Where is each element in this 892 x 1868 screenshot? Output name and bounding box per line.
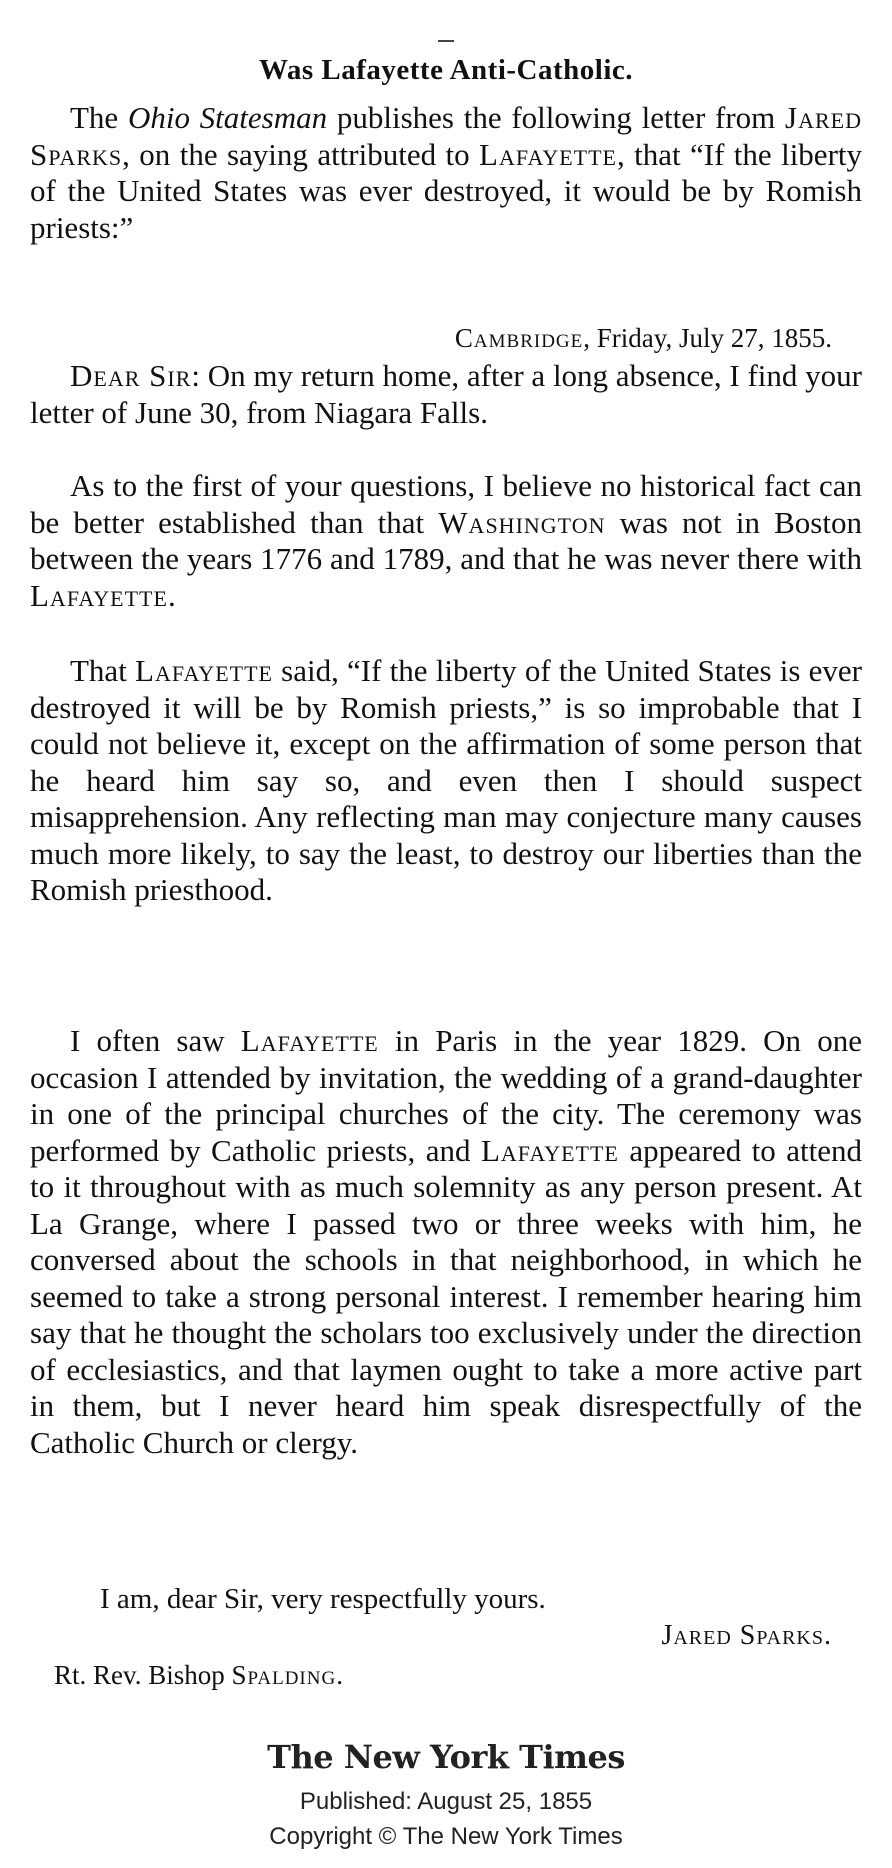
paragraph-washington (30, 468, 862, 614)
para3-text-1: said, “If the liberty of the United States is ever destroyed it will be by Romish priests,” is so improbable that I could not believe it, except on the affirmation of some person that he heard him say so, and even then I should suspect misapprehension. Any reflecting man may conjecture many causes much more likely, to say the least, to destroy our liberties than the Romish priesthood. (30, 653, 862, 907)
copyright-notice: Copyright © The New York Times (269, 1823, 623, 1850)
nyt-masthead-logo: The New York Times (267, 1738, 625, 1776)
intro-text-4: , that “If the liberty of the United States was ever destroyed, it would be by Romish priests:” (30, 136, 863, 245)
para2-text-1: As to the first of your questions, I believe no historical fact can be better established than that (30, 468, 862, 540)
lafayette-name: Lafayette (135, 653, 273, 688)
lafayette-name: Lafayette (480, 1132, 619, 1168)
addressee-name: Spalding. (231, 1660, 344, 1690)
intro-text-3: , on the saying attributed to (122, 136, 480, 172)
paragraph-paris-wedding (30, 1023, 862, 1461)
dateline-date: , Friday, July 27, 1855. (583, 323, 832, 353)
para4-text-2: appeared to attend to it throughout with as much solemnity as any person present. At La Grange, where I passed two or three weeks with him, he conversed about the schools in that neighborhood, in which he seemed to take a strong personal interest. I remember hearing him say that he thought the scholars too exclusively under the direction of ecclesiastics, and that laymen ought to take a more active part in them, but I never heard him speak disrespectfully of the Catholic Church or clergy. (30, 1132, 862, 1460)
dateline (455, 323, 832, 354)
closing-line: I am, dear Sir, very respectfully yours. (100, 1583, 546, 1615)
salutation-paragraph (30, 358, 862, 431)
intro-paragraph (30, 100, 862, 246)
para2-text-2: was not in Boston between the years 1776 and 1789, and that he was never there with (30, 504, 862, 576)
intro-text-2: publishes the following letter from (327, 100, 786, 135)
author-name: Jared Sparks (30, 100, 862, 172)
para2-text-3: . (167, 577, 176, 613)
addressee-title: Rt. Rev. Bishop (54, 1660, 232, 1690)
washington-name: Washington (438, 504, 606, 540)
salutation-label: Dear Sir (70, 358, 192, 393)
published-date: Published: August 25, 1855 (299, 1788, 593, 1815)
headline: Was Lafayette Anti-Catholic. (258, 54, 634, 86)
dateline-place: Cambridge (454, 323, 584, 353)
salutation-text: : On my return home, after a long absence, I find your letter of June 30, from Niagara Falls. (30, 358, 862, 430)
para4-text-0: I often saw (70, 1023, 241, 1058)
para4-text-1: in Paris in the year 1829. On one occasion I attended by invitation, the wedding of a grand-daughter in one of the principal churches of the city. The ceremony was performed by Catholic priests, and (30, 1023, 862, 1168)
signature: Jared Sparks. (661, 1620, 832, 1651)
newspaper-name: Ohio Statesman (127, 100, 328, 135)
intro-text-1: The (70, 100, 128, 135)
subject-name: Lafayette (479, 136, 617, 172)
addressee (54, 1660, 344, 1691)
lafayette-name: Lafayette (30, 577, 168, 613)
paragraph-romish-priests (30, 653, 862, 909)
lafayette-name: Lafayette (240, 1023, 379, 1058)
top-rule (438, 40, 454, 42)
para3-text-0: That (70, 653, 136, 688)
